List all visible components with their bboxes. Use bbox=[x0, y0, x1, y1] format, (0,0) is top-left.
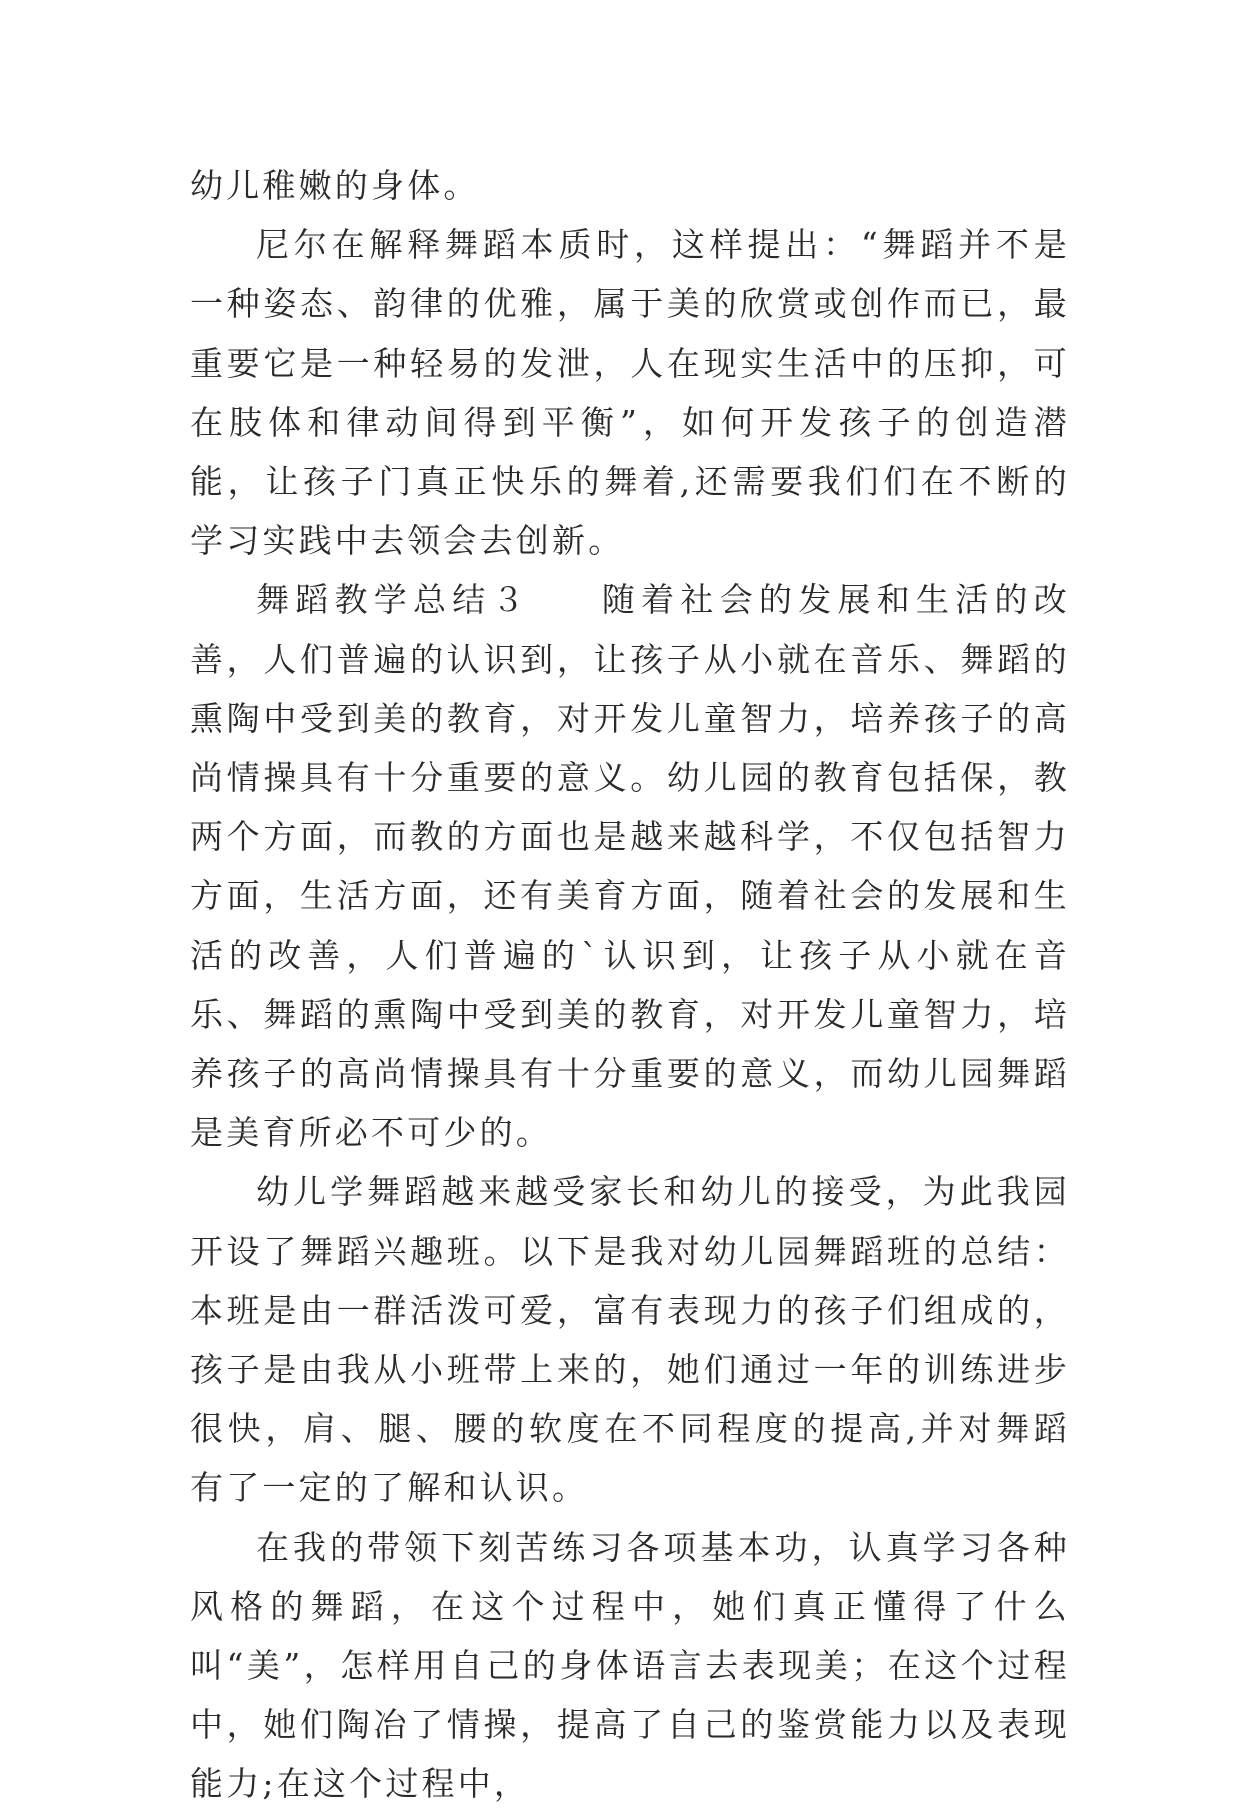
paragraph-dance-essence: 尼尔在解释舞蹈本质时，这样提出：“舞蹈并不是一种姿态、韵律的优雅，属于美的欣赏或创作而已，最重要它是一种轻易的发泄，人在现实生活中的压抑，可在肢体和律动间得到平衡”，如何开发孩子的创造潜能，让孩子门真正快乐的舞着,还需要我们们在不断的学习实践中去领会去创新。 bbox=[190, 225, 1070, 561]
section-3-body: 随着社会的发展和生活的改善，人们普遍的认识到，让孩子从小就在音乐、舞蹈的熏陶中受到美的教育，对开发儿童智力，培养孩子的高尚情操具有十分重要的意义。幼儿园的教育包括保，教两个方面，而教的方面也是越来越科学，不仅包括智力方面，生活方面，还有美育方面，随着社会的发展和生活的改善，人们普遍的`认识到，让孩子从小就在音乐、舞蹈的熏陶中受到美的教育，对开发儿童智力，培养孩子的高尚情操具有十分重要的意义，而幼儿园舞蹈是美育所必不可少的。 bbox=[190, 580, 1070, 1153]
paragraph-continuation: 幼儿稚嫩的身体。 bbox=[190, 166, 480, 205]
paragraph-interest-class: 幼儿学舞蹈越来越受家长和幼儿的接受，为此我园开设了舞蹈兴趣班。以下是我对幼儿园舞蹈班的总结：本班是由一群活泼可爱，富有表现力的孩子们组成的，孩子是由我从小班带上来的，她们通过一年的训练进步很快，肩、腿、腰的软度在不同程度的提高,并对舞蹈有了一定的了解和认识。 bbox=[190, 1172, 1070, 1508]
paragraph-section-3 bbox=[190, 570, 1070, 1162]
section-heading: 舞蹈教学总结３ bbox=[256, 580, 531, 620]
document-body bbox=[190, 156, 1070, 1814]
paragraph-training: 在我的带领下刻苦练习各项基本功，认真学习各种风格的舞蹈，在这个过程中，她们真正懂得了什么叫“美”，怎样用自己的身体语言去表现美；在这个过程中，她们陶冶了情操，提高了自己的鉴赏能力以及表现能力;在这个过程中， bbox=[190, 1527, 1070, 1804]
